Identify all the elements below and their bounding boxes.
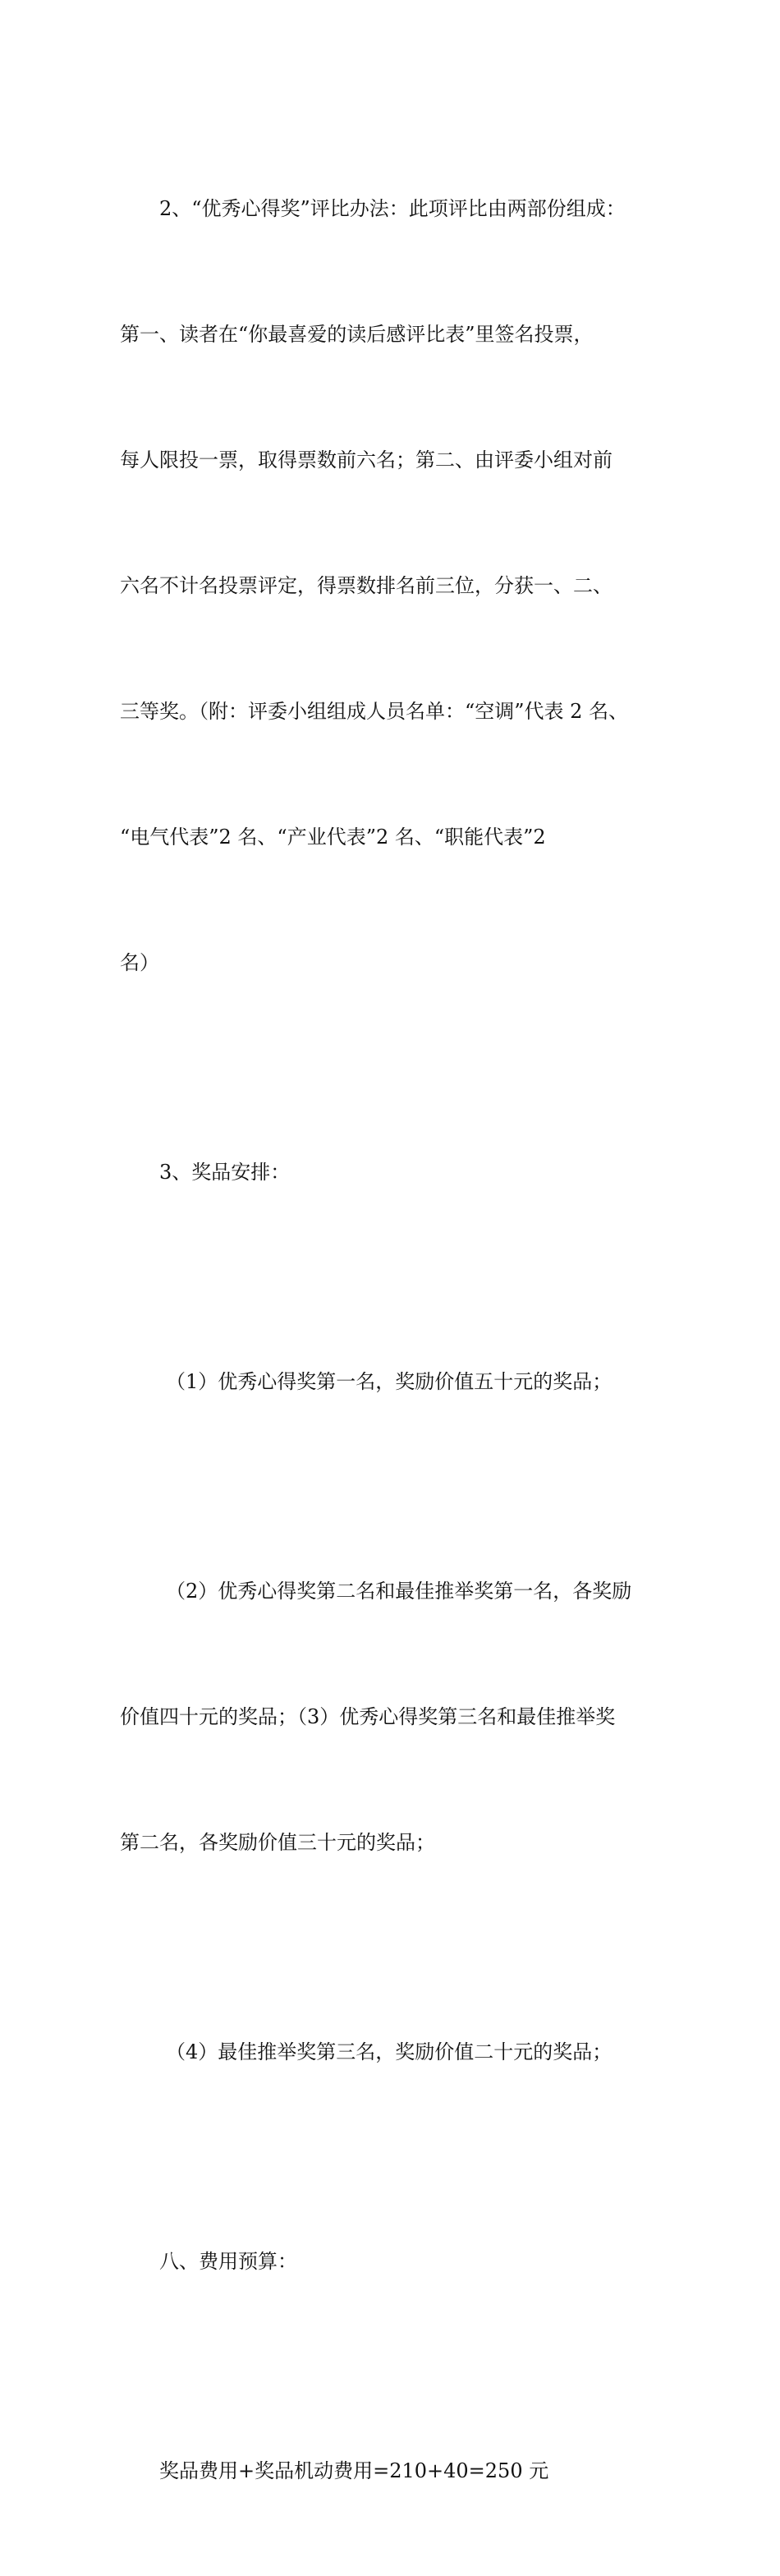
prize-2-3-paragraph <box>120 1487 686 1948</box>
document-body <box>120 104 686 2576</box>
rule-2-paragraph <box>120 104 686 1068</box>
text-line: 3、奖品安排： <box>159 1161 291 1184</box>
text-line: 每人限投一票，取得票数前六名；第二、由评委小组对前 <box>120 448 613 472</box>
text-line: 奖品费用+奖品机动费用=210+40=250 元 <box>159 2459 549 2482</box>
text-line: 六名不计名投票评定，得票数排名前三位，分获一、二、 <box>120 574 613 597</box>
prize-1-paragraph <box>120 1277 686 1487</box>
prize-4-paragraph <box>120 1948 686 2157</box>
text-line: “电气代表”2 名、“产业代表”2 名、“职能代表”2 <box>120 826 546 849</box>
budget-formula <box>120 2367 686 2576</box>
text-line: 八、费用预算： <box>159 2250 297 2273</box>
rule-3-heading <box>120 1068 686 1277</box>
text-line: 三等奖。（附：评委小组组成人员名单：“空调”代表 2 名、 <box>120 700 629 723</box>
text-line: 2、“优秀心得奖”评比办法：此项评比由两部份组成： <box>159 197 626 220</box>
text-line: （1）优秀心得奖第一名，奖励价值五十元的奖品； <box>166 1370 613 1393</box>
text-line: （2）优秀心得奖第二名和最佳推举奖第一名，各奖励 <box>166 1580 632 1603</box>
text-line: （4）最佳推举奖第三名，奖励价值二十元的奖品； <box>166 2040 613 2063</box>
text-line: 价值四十元的奖品；（3）优秀心得奖第三名和最佳推举奖 <box>120 1705 616 1728</box>
text-line: 第一、读者在“你最喜爱的读后感评比表”里签名投票， <box>120 323 594 346</box>
section-8-heading <box>120 2157 686 2367</box>
text-line: 第二名，各奖励价值三十元的奖品； <box>120 1831 435 1854</box>
text-line: 名） <box>120 951 159 974</box>
